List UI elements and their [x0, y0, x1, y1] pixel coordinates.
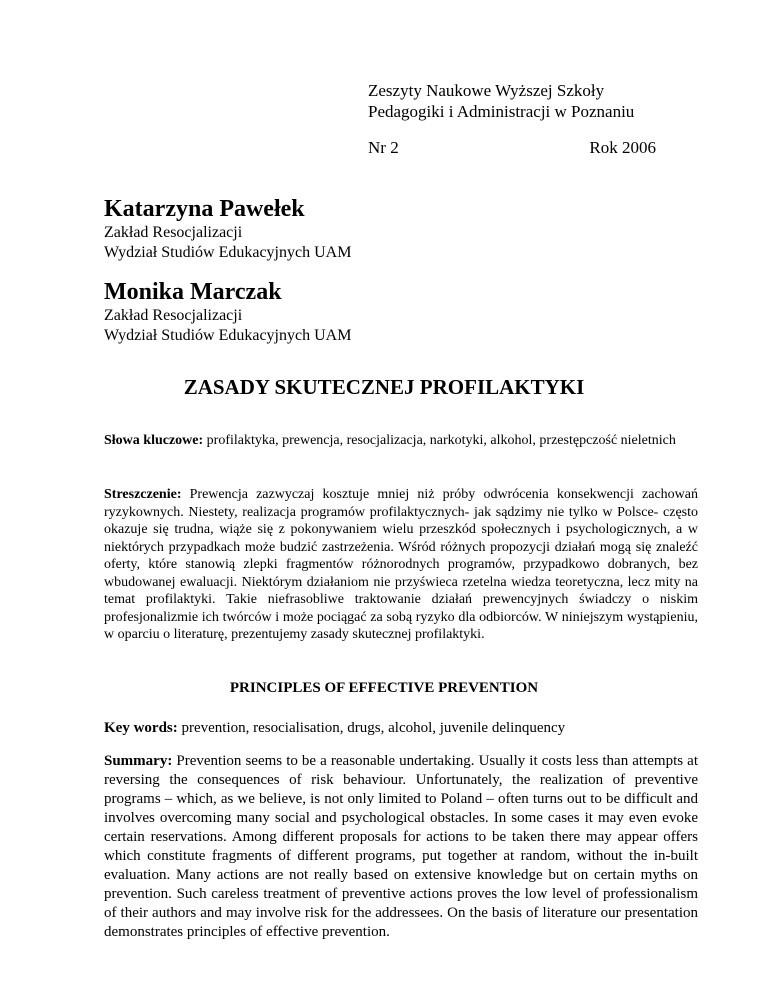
author-name: Katarzyna Pawełek — [104, 196, 305, 222]
author-affiliation-faculty: Wydział Studiów Edukacyjnych UAM — [104, 327, 352, 344]
keywords-label: Słowa kluczowe: — [104, 433, 204, 448]
author-block — [104, 278, 351, 346]
author-block — [104, 195, 351, 263]
keywords-label: Key words: — [104, 720, 178, 736]
issue-year: Rok 2006 — [589, 138, 656, 157]
issue-info — [368, 138, 656, 158]
author-name: Monika Marczak — [104, 279, 282, 305]
abstract-text: Prewencja zazwyczaj kosztuje mniej niż próby odwrócenia konsekwencji zachowań ryzykownych. Niestety, realizacja programów profilaktycznych- jak sądzimy nie tylko w Polsce- często okazuje się trudna, wiąże się z pokonywaniem wielu przeszkód społecznych i psychologicznych, a w niektórych przypadkach może budzić zastrzeżenia. Wśród różnych propozycji działań mogą się znaleźć oferty, które stanowią zlepki fragmentów różnorodnych programów, przypadkowo dobranych, bez wbudowanej ewaluacji. Niektórym działaniom nie przyświeca rzetelna wiedza teoretyczna, lecz mity na temat profilaktyki. Takie niefrasobliwe traktowanie działań prewencyjnych świadczy o niskim profesjonalizmie ich twórców i może pociągać za sobą ryzyko dla odbiorców. W niniejszym wystąpieniu, w oparciu o literaturę, prezentujemy zasady skutecznej profilaktyki. — [104, 487, 698, 642]
abstract-label: Summary: — [104, 753, 173, 769]
author-affiliation-dept: Zakład Resocjalizacji — [104, 307, 243, 324]
journal-header — [368, 80, 698, 122]
journal-name-line1: Zeszyty Naukowe Wyższej Szkoły — [368, 81, 605, 100]
journal-name-line2: Pedagogiki i Administracji w Poznaniu — [368, 102, 635, 121]
author-affiliation-dept: Zakład Resocjalizacji — [104, 224, 243, 241]
keywords-english — [104, 720, 698, 738]
issue-number: Nr 2 — [368, 138, 399, 157]
keywords-text: prevention, resocialisation, drugs, alcohol, juvenile delinquency — [177, 720, 566, 736]
author-affiliation-faculty: Wydział Studiów Edukacyjnych UAM — [104, 244, 352, 261]
abstract-text: Prevention seems to be a reasonable undertaking. Usually it costs less than attempts at reversing the consequences of risk behaviour. Unfortunately, the realization of preventive programs – which, as we believe, is not only limited to Poland – often turns out to be difficult and involves overcoming many social and psychological obstacles. In some cases it may even evoke certain reservations. Among different proposals for actions to be taken there may appear offers which constitute fragments of different programs, put together at random, without the in-built evaluation. Many actions are not really based on extensive knowledge but on certain myths on prevention. Such careless treatment of preventive actions proves the low level of professionalism of their authors and may involve risk for the addressees. On the basis of literature our presentation demonstrates principles of effective prevention. — [104, 753, 698, 940]
abstract-polish — [104, 486, 698, 644]
abstract-label: Streszczenie: — [104, 487, 182, 502]
paper-title-english: PRINCIPLES OF EFFECTIVE PREVENTION — [229, 680, 539, 696]
paper-title-polish: ZASADY SKUTECZNEJ PROFILAKTYKI — [183, 375, 585, 399]
keywords-text: profilaktyka, prewencja, resocjalizacja, narkotyki, alkohol, przestępczość nieletnich — [203, 433, 676, 448]
keywords-polish — [104, 432, 698, 450]
abstract-english — [104, 752, 698, 942]
